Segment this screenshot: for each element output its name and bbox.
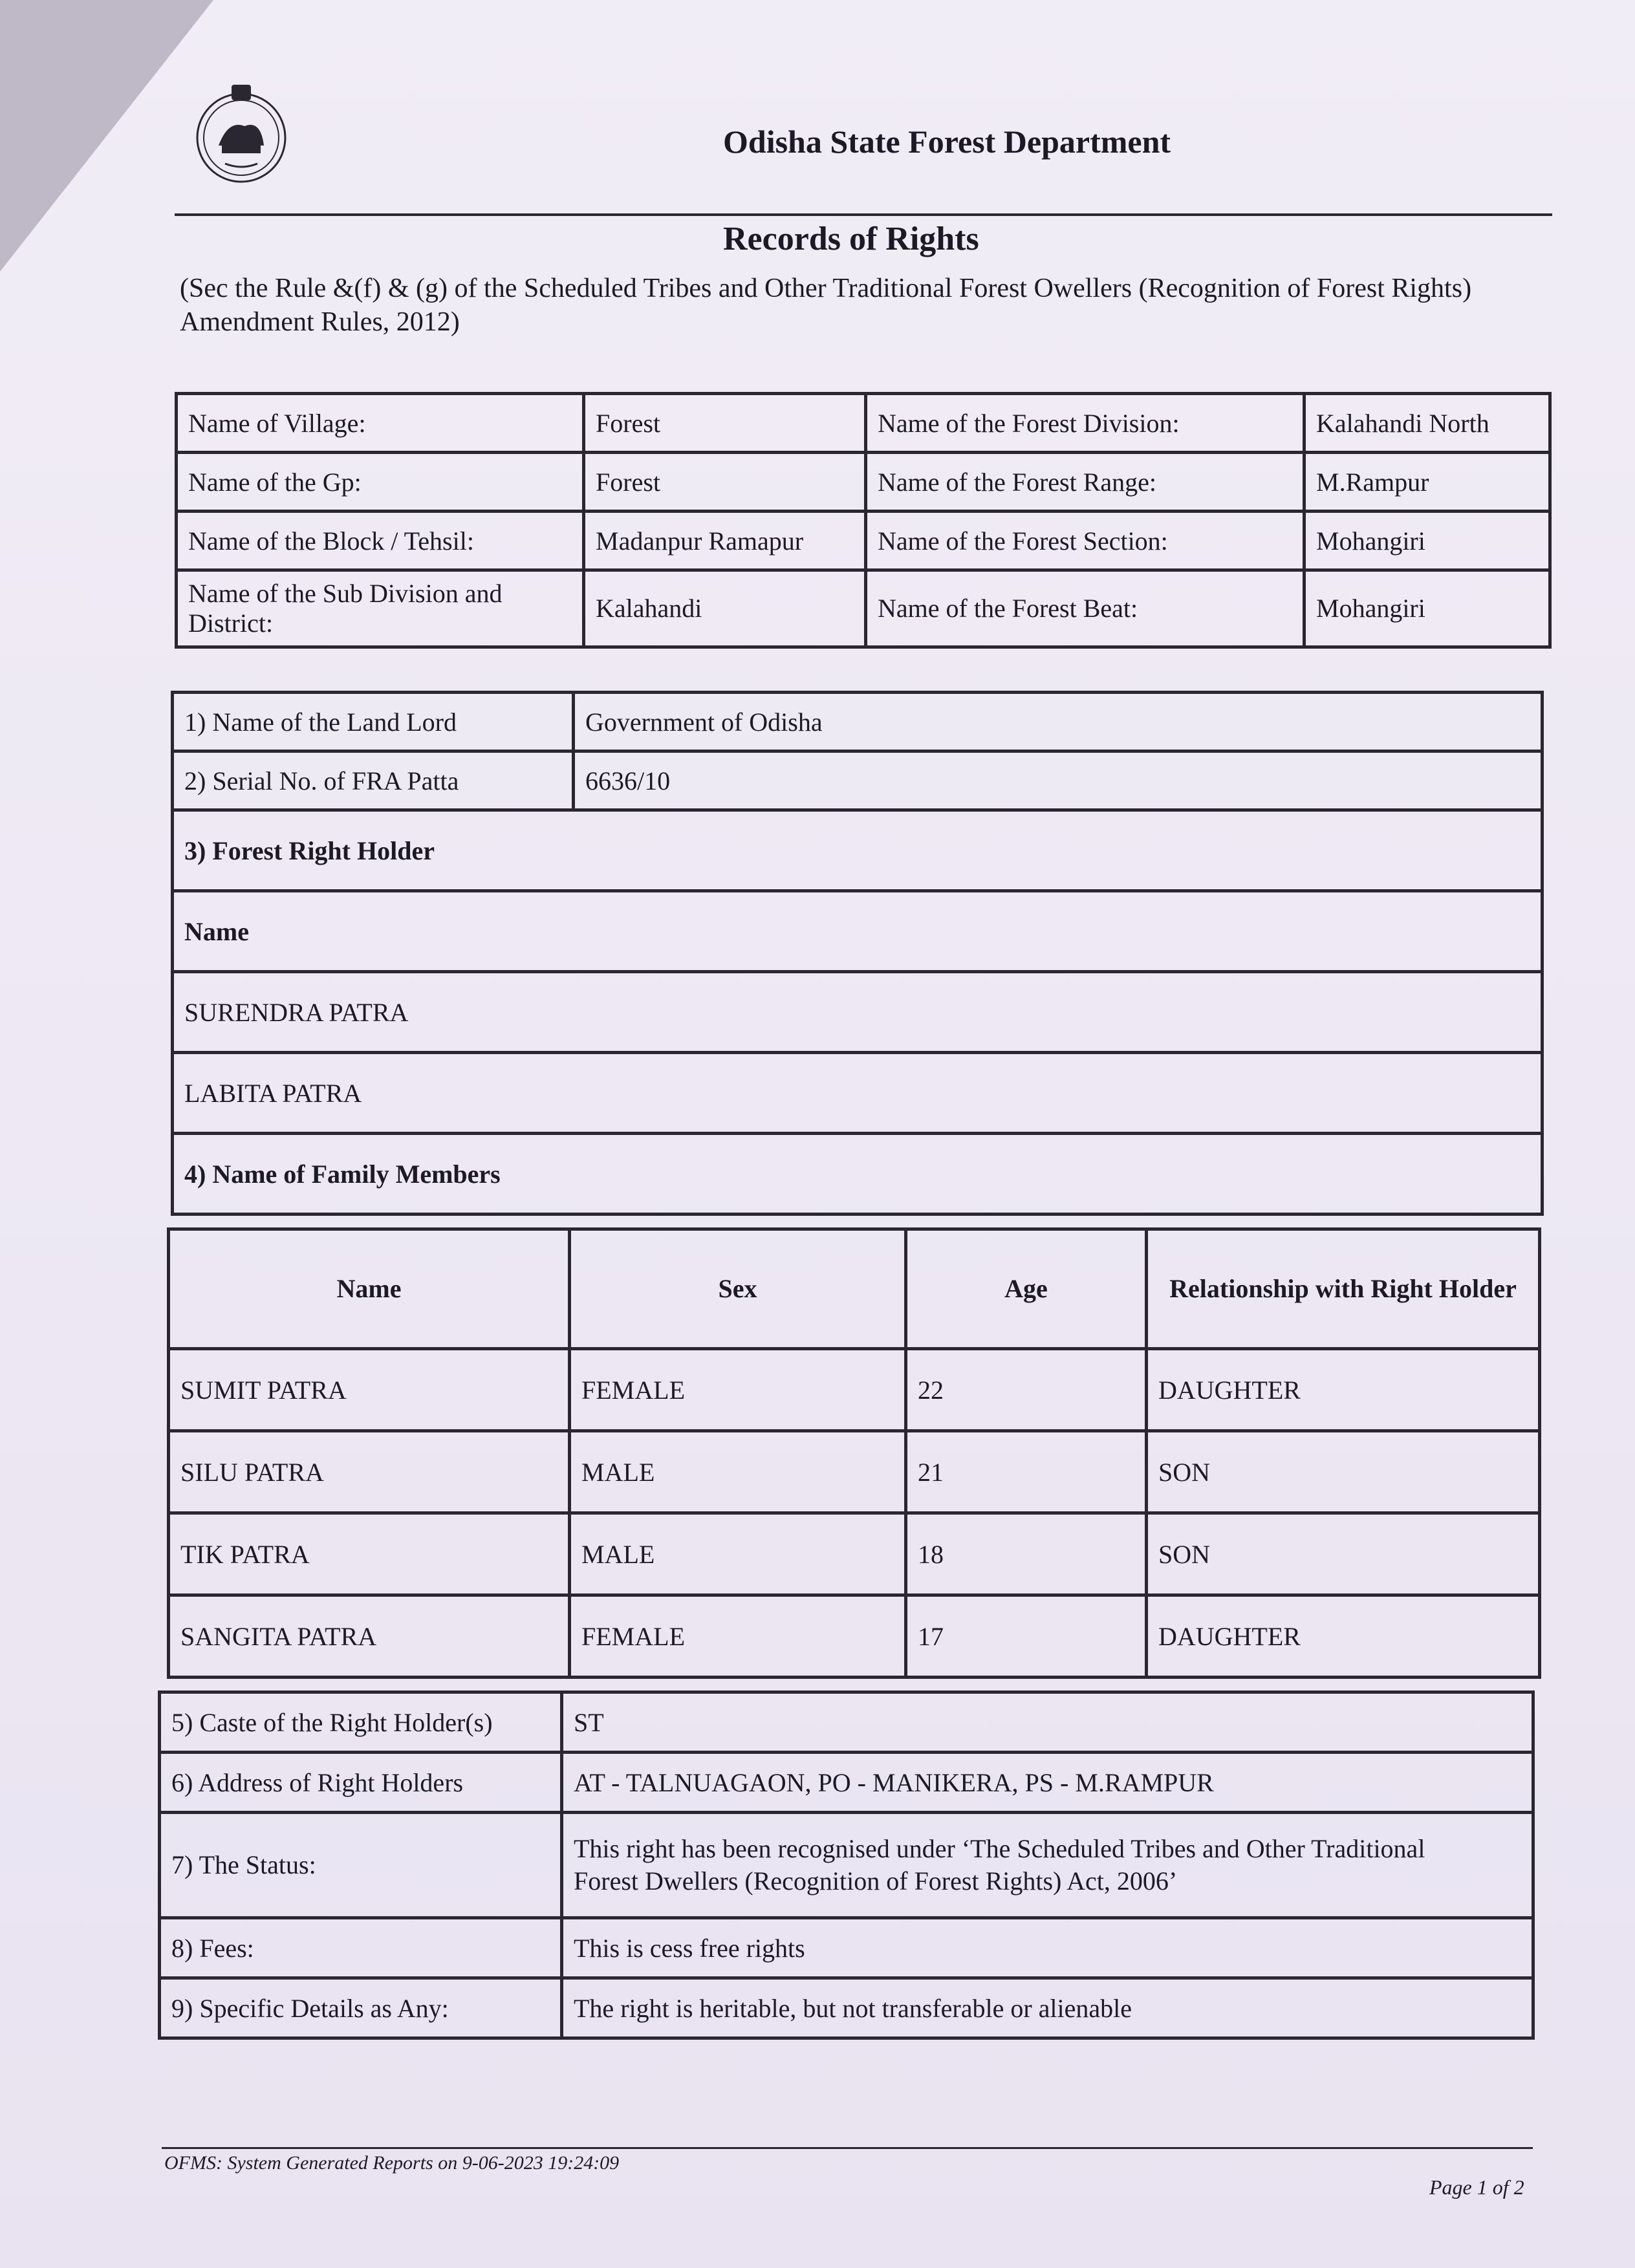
landlord-label: 1) Name of the Land Lord [173,693,574,751]
caste-label: 5) Caste of the Right Holder(s) [160,1692,562,1753]
table-header-row [169,1229,1540,1349]
fees-value: This is cess free rights [562,1918,1533,1978]
range-label: Name of the Forest Range: [866,453,1305,512]
page-title: Records of Rights [723,221,979,257]
page-fold-corner [0,0,213,272]
specific-details-label: 9) Specific Details as Any: [160,1978,562,2038]
member-sex: MALE [570,1513,906,1595]
family-members-heading: 4) Name of Family Members [173,1134,1543,1215]
status-line: Forest Dwellers (Recognition of Forest Rights) Act, 2006’ [574,1866,1178,1895]
table-row [173,1053,1543,1134]
odisha-emblem-icon [193,81,290,184]
header-divider [175,213,1552,216]
table-row [173,891,1543,972]
division-label: Name of the Forest Division: [866,394,1305,453]
gp-label: Name of the Gp: [177,453,584,512]
table-row [160,1692,1533,1753]
table-row [160,1813,1533,1918]
member-name: SUMIT PATRA [169,1349,570,1431]
member-age: 17 [906,1595,1147,1678]
table-row [169,1595,1540,1678]
page-subtitle: (Sec the Rule &(f) & (g) of the Scheduled Tribes and Other Traditional Forest Owellers (Recognition of Forest Rights) Amendment Rules, 2012) [180,274,1472,337]
village-label: Name of Village: [177,394,584,453]
member-sex: FEMALE [570,1349,906,1431]
member-name: SILU PATRA [169,1431,570,1513]
table-row [173,1134,1543,1215]
address-label: 6) Address of Right Holders [160,1753,562,1813]
beat-value: Mohangiri [1305,570,1550,647]
table-row [177,453,1550,512]
table-row [160,1753,1533,1813]
block-label: Name of the Block / Tehsil: [177,512,584,570]
table-row [173,810,1543,891]
table-row [169,1431,1540,1513]
status-value [562,1813,1533,1918]
subdivision-label: Name of the Sub Division and District: [177,570,584,647]
section-label: Name of the Forest Section: [866,512,1305,570]
table-row [177,570,1550,647]
name-heading: Name [173,891,1543,972]
member-age: 18 [906,1513,1147,1595]
member-relation: SON [1147,1431,1540,1513]
table-row [173,972,1543,1053]
family-members-table [167,1227,1541,1679]
column-header-age: Age [906,1229,1147,1349]
beat-label: Name of the Forest Beat: [866,570,1305,647]
serial-value: 6636/10 [574,751,1543,810]
table-row [169,1349,1540,1431]
right-holder-name: SURENDRA PATRA [173,972,1543,1053]
member-relation: DAUGHTER [1147,1595,1540,1678]
table-row [173,693,1543,751]
block-value: Madanpur Ramapur [584,512,866,570]
caste-value: ST [562,1692,1533,1753]
details-table [158,1690,1535,2040]
subdivision-value: Kalahandi [584,570,866,647]
status-line: This right has been recognised under ‘The Scheduled Tribes and Other Traditional [574,1834,1425,1863]
page-number: Page 1 of 2 [1429,2176,1524,2199]
serial-label: 2) Serial No. of FRA Patta [173,751,574,810]
table-row [169,1513,1540,1595]
specific-details-value: The right is heritable, but not transferable or alienable [562,1978,1533,2038]
division-value: Kalahandi North [1305,394,1550,453]
department-name: Odisha State Forest Department [723,124,1171,160]
land-table [171,691,1544,1216]
right-holder-name: LABITA PATRA [173,1053,1543,1134]
village-value: Forest [584,394,866,453]
member-relation: DAUGHTER [1147,1349,1540,1431]
column-header-sex: Sex [570,1229,906,1349]
member-name: SANGITA PATRA [169,1595,570,1678]
generated-timestamp: OFMS: System Generated Reports on 9-06-2023 19:24:09 [164,2152,620,2174]
column-header-relationship: Relationship with Right Holder [1147,1229,1540,1349]
status-label: 7) The Status: [160,1813,562,1918]
table-row [177,512,1550,570]
landlord-value: Government of Odisha [574,693,1543,751]
address-value: AT - TALNUAGAON, PO - MANIKERA, PS - M.RAMPUR [562,1753,1533,1813]
gp-value: Forest [584,453,866,512]
range-value: M.Rampur [1305,453,1550,512]
member-name: TIK PATRA [169,1513,570,1595]
table-row [160,1978,1533,2038]
member-sex: FEMALE [570,1595,906,1678]
member-age: 21 [906,1431,1147,1513]
table-row [177,394,1550,453]
member-sex: MALE [570,1431,906,1513]
column-header-name: Name [169,1229,570,1349]
footer-divider [162,2147,1533,2149]
member-age: 22 [906,1349,1147,1431]
table-row [173,751,1543,810]
table-row [160,1918,1533,1978]
fees-label: 8) Fees: [160,1918,562,1978]
section-value: Mohangiri [1305,512,1550,570]
right-holder-heading: 3) Forest Right Holder [173,810,1543,891]
location-table [175,392,1552,649]
member-relation: SON [1147,1513,1540,1595]
